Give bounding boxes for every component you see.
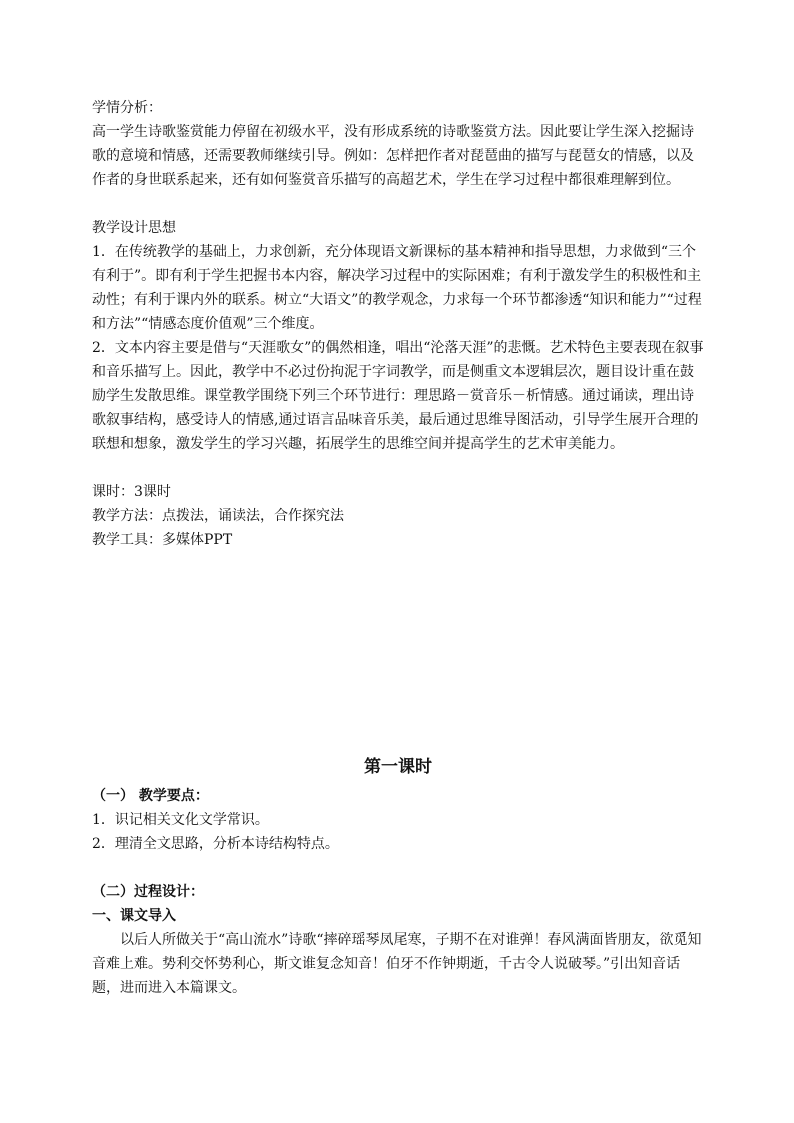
design-heading: 教学设计思想 (92, 220, 176, 236)
analysis-body: 高一学生诗歌鉴赏能力停留在初级水平，没有形成系统的诗歌鉴赏方法。因此要让学生深入挖掘诗歌的意境和情感，还需要教师继续引导。例如：怎样把作者对琵琶曲的描写与琵琶女的情感，以及作者的身世联系起来，还有如何鉴赏音乐描写的高超艺术，学生在学习过程中都很难理解到位。 (92, 124, 694, 188)
key-points-heading: （一） 教学要点： (92, 788, 209, 804)
intro-heading: 一、课文导入 (92, 908, 176, 924)
teaching-tools: 教学工具：多媒体PPT (92, 532, 233, 548)
teaching-methods: 教学方法：点拨法，诵读法，合作探究法 (92, 508, 344, 524)
spacer (92, 456, 704, 480)
key-point-2: 2．理清全文思路，分析本诗结构特点。 (92, 836, 339, 852)
spacer (92, 552, 704, 752)
process-heading: （二）过程设计： (92, 884, 204, 900)
spacer (92, 856, 704, 880)
document-page (92, 96, 704, 1000)
design-point-2: 2．文本内容主要是借与“天涯歌女”的偶然相逢，唱出“沦落天涯”的悲慨。艺术特色主要表现在叙事和音乐描写上。因此，教学中不必过份拘泥于字词教学，而是侧重文本逻辑层次，题目设计重在鼓励学生发散思维。课堂教学围绕下列三个环节进行：理思路－赏音乐－析情感。通过诵读，理出诗歌叙事结构，感受诗人的情感,通过语言品味音乐美，最后通过思维导图活动，引导学生展开合理的联想和想象，激发学生的学习兴趣，拓展学生的思维空间并提高学生的艺术审美能力。 (92, 340, 704, 452)
key-point-1: 1．识记相关文化文学常识。 (92, 812, 269, 828)
design-point-1: 1．在传统教学的基础上，力求创新，充分体现语文新课标的基本精神和指导思想，力求做到“三个有利于”。即有利于学生把握书本内容，解决学习过程中的实际困难；有利于激发学生的积极性和主动性；有利于课内外的联系。树立“大语文”的教学观念，力求每一个环节都渗透“知识和能力”“过程和方法”“情感态度价值观”三个维度。 (92, 244, 702, 332)
lesson-title: 第一课时 (364, 757, 432, 777)
class-hours: 课时：3课时 (92, 484, 171, 500)
intro-body: 以后人所做关于“高山流水”诗歌“摔碎瑶琴凤尾寒，子期不在对谁弹！春风满面皆朋友，欲觅知音难上难。势利交怀势利心，斯文谁复念知音！伯牙不作钟期逝，千古令人说破琴。”引出知音话题，进而进入本篇课文。 (92, 932, 702, 996)
spacer (92, 192, 704, 216)
analysis-heading: 学情分析： (92, 100, 162, 116)
